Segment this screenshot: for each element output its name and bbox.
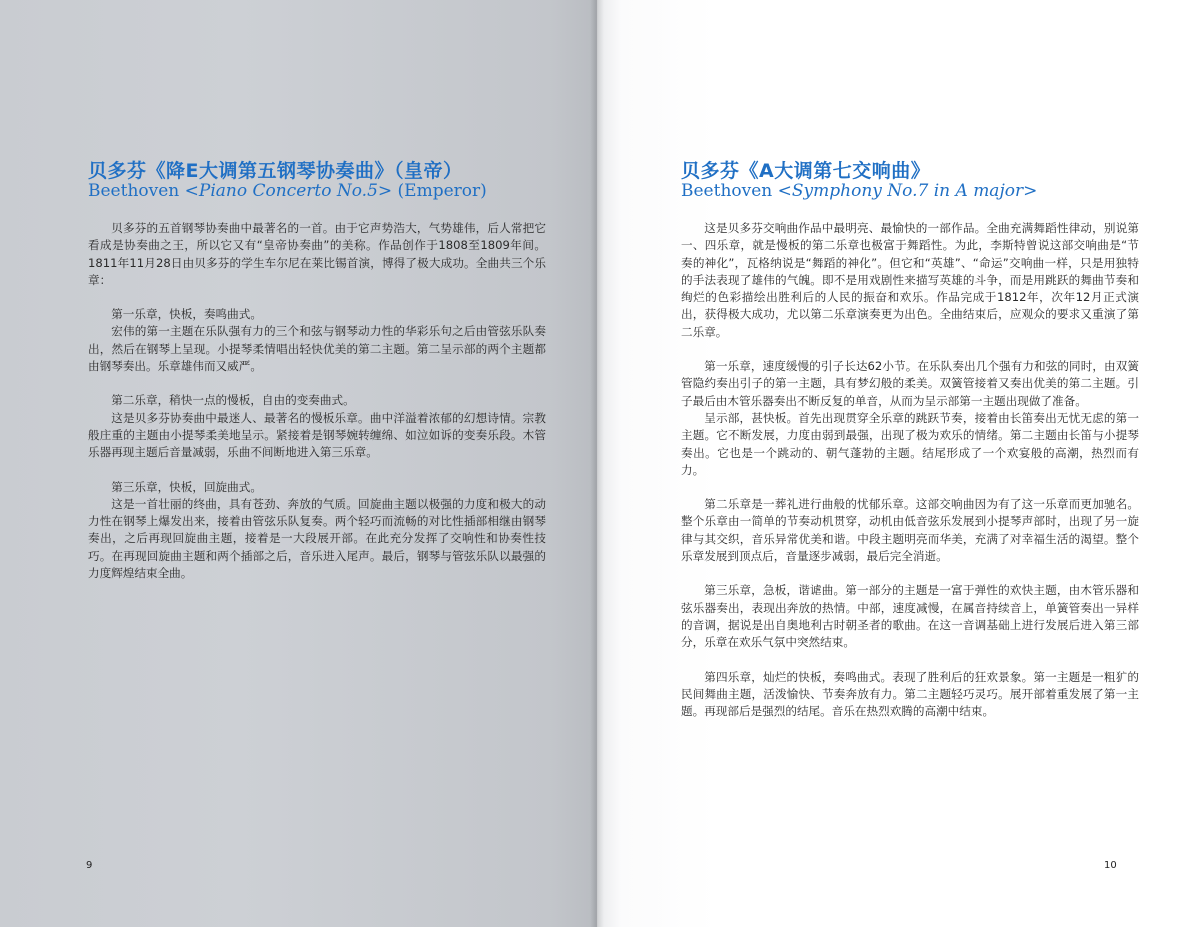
right-paragraph-intro: 这是贝多芬交响曲作品中最明亮、最愉快的一部作品。全曲充满舞蹈性律动，别说第一、四乐章，就是慢板的第二乐章也极富于舞蹈性。为此，李斯特曾说这部交响曲是“节奏的神化”，瓦格纳说是“舞蹈的神化”。但它和“英雄”、“命运”交响曲一样，只是用独特的手法表现了雄伟的气魄。即不是用戏剧性来描写英雄的斗争，而是用跳跃的舞曲节奏和绚烂的色彩描绘出胜利后的人民的振奋和欢乐。作品完成于1812年，次年12月正式演出，获得极大成功，尤以第二乐章演奏更为出色。全曲结束后，应观众的要求又重演了第二乐章。	[681, 221, 1139, 339]
left-title-en	[88, 181, 487, 201]
right-paragraph-mvt4: 第四乐章，灿烂的快板，奏鸣曲式。表现了胜利后的狂欢景象。第一主题是一粗犷的民间舞曲主题，活泼愉快、节奏奔放有力。第二主题轻巧灵巧。展开部着重发展了第一主题。再现部后是强烈的结尾。音乐在热烈欢腾的高潮中结束。	[681, 669, 1139, 719]
right-paragraph-mvt1: 第一乐章，速度缓慢的引子长达62小节。在乐队奏出几个强有力和弦的同时，由双簧管隐约奏出引子的第一主题，具有梦幻般的柔美。双簧管接着又奏出优美的第二主题。引子最后由木管乐器奏出不断反复的单音，从而为呈示部第一主题出现做了准备。	[681, 359, 1139, 408]
right-paragraph-mvt3: 第三乐章，急板，谐谑曲。第一部分的主题是一富于弹性的欢快主题，由木管乐器和弦乐器奏出，表现出奔放的热情。中部，速度减慢，在属音持续音上，单簧管奏出一异样的音调，据说是出自奥地利古时朝圣者的歌曲。在这一音调基础上进行发展后进入第三部分，乐章在欢乐气氛中突然结束。	[681, 583, 1139, 650]
left-paragraph-mvt2-heading: 第二乐章，稍快一点的慢板，自由的变奏曲式。	[111, 393, 355, 408]
right-page-number: 10	[1104, 860, 1117, 871]
left-paragraph-mvt1-heading: 第一乐章，快板，奏鸣曲式。	[111, 307, 262, 322]
left-paragraph-mvt3-heading: 第三乐章，快板，回旋曲式。	[111, 479, 262, 494]
left-page	[0, 0, 597, 927]
right-title-en-italic: Symphony No.7 in A major	[791, 181, 1024, 201]
left-body	[88, 220, 546, 582]
right-title-en	[681, 181, 1037, 201]
left-paragraph-mvt2-body: 这是贝多芬协奏曲中最迷人、最著名的慢板乐章。曲中洋溢着浓郁的幻想诗情。宗教般庄重的主题由小提琴柔美地呈示。紧接着是钢琴婉转缠绵、如泣如诉的变奏乐段。木管乐器再现主题后音量减弱，乐曲不间断地进入第三乐章。	[88, 410, 546, 460]
right-paragraph-exposition: 呈示部，甚快板。首先出现贯穿全乐章的跳跃节奏，接着由长笛奏出无忧无虑的第一主题。它不断发展，力度由弱到最强，出现了极为欢乐的情绪。第二主题由长笛与小提琴奏出。它也是一个跳动的、朝气蓬勃的主题。结尾形成了一个欢宴般的高潮，热烈而有力。	[681, 410, 1139, 477]
right-title-en-suffix: >	[1023, 181, 1038, 201]
right-body	[681, 220, 1139, 720]
book-gutter	[590, 0, 604, 927]
right-paragraph-mvt2: 第二乐章是一葬礼进行曲般的忧郁乐章。这部交响曲因为有了这一乐章而更加驰名。整个乐章由一简单的节奏动机贯穿，动机由低音弦乐发展到小提琴声部时，出现了另一旋律与其交织，音乐异常优美和谐。中段主题明亮而华美，充满了对幸福生活的渴望。整个乐章发展到顶点后，音量逐步减弱，最后完全消逝。	[681, 497, 1139, 564]
right-page	[597, 0, 1200, 927]
left-paragraph-mvt3-body: 这是一首壮丽的终曲，具有苍劲、奔放的气质。回旋曲主题以极强的力度和极大的动力性在钢琴上爆发出来，接着由管弦乐队复奏。两个轻巧而流畅的对比性插部相继由钢琴奏出，之后再现回旋曲主题，接着是一大段展开部。在此充分发挥了交响性和协奏性技巧。在再现回旋曲主题和两个插部之后，音乐进入尾声。最后，钢琴与管弦乐队以最强的力度辉煌结束全曲。	[88, 496, 546, 581]
left-title-en-italic: Piano Concerto No.5	[198, 181, 378, 201]
left-title-cn: 贝多芬《降E大调第五钢琴协奏曲》（皇帝）	[88, 160, 463, 182]
left-title-en-prefix: Beethoven <	[88, 181, 199, 201]
right-title-cn: 贝多芬《A大调第七交响曲》	[681, 160, 931, 182]
left-title-en-suffix: > (Emperor)	[377, 181, 487, 201]
left-page-number: 9	[86, 860, 93, 871]
left-paragraph-intro: 贝多芬的五首钢琴协奏曲中最著名的一首。由于它声势浩大，气势雄伟，后人常把它看成是协奏曲之王，所以它又有“皇帝协奏曲”的美称。作品创作于1808至1809年间。1811年11月28日由贝多芬的学生车尔尼在莱比锡首演，博得了极大成功。全曲共三个乐章：	[88, 221, 546, 287]
left-paragraph-mvt1-body: 宏伟的第一主题在乐队强有力的三个和弦与钢琴动力性的华彩乐句之后由管弦乐队奏出，然后在钢琴上呈现。小提琴柔情唱出轻快优美的第二主题。第二呈示部的两个主题都由钢琴奏出。乐章雄伟而又威严。	[88, 324, 546, 374]
right-title-en-prefix: Beethoven <	[681, 181, 792, 201]
